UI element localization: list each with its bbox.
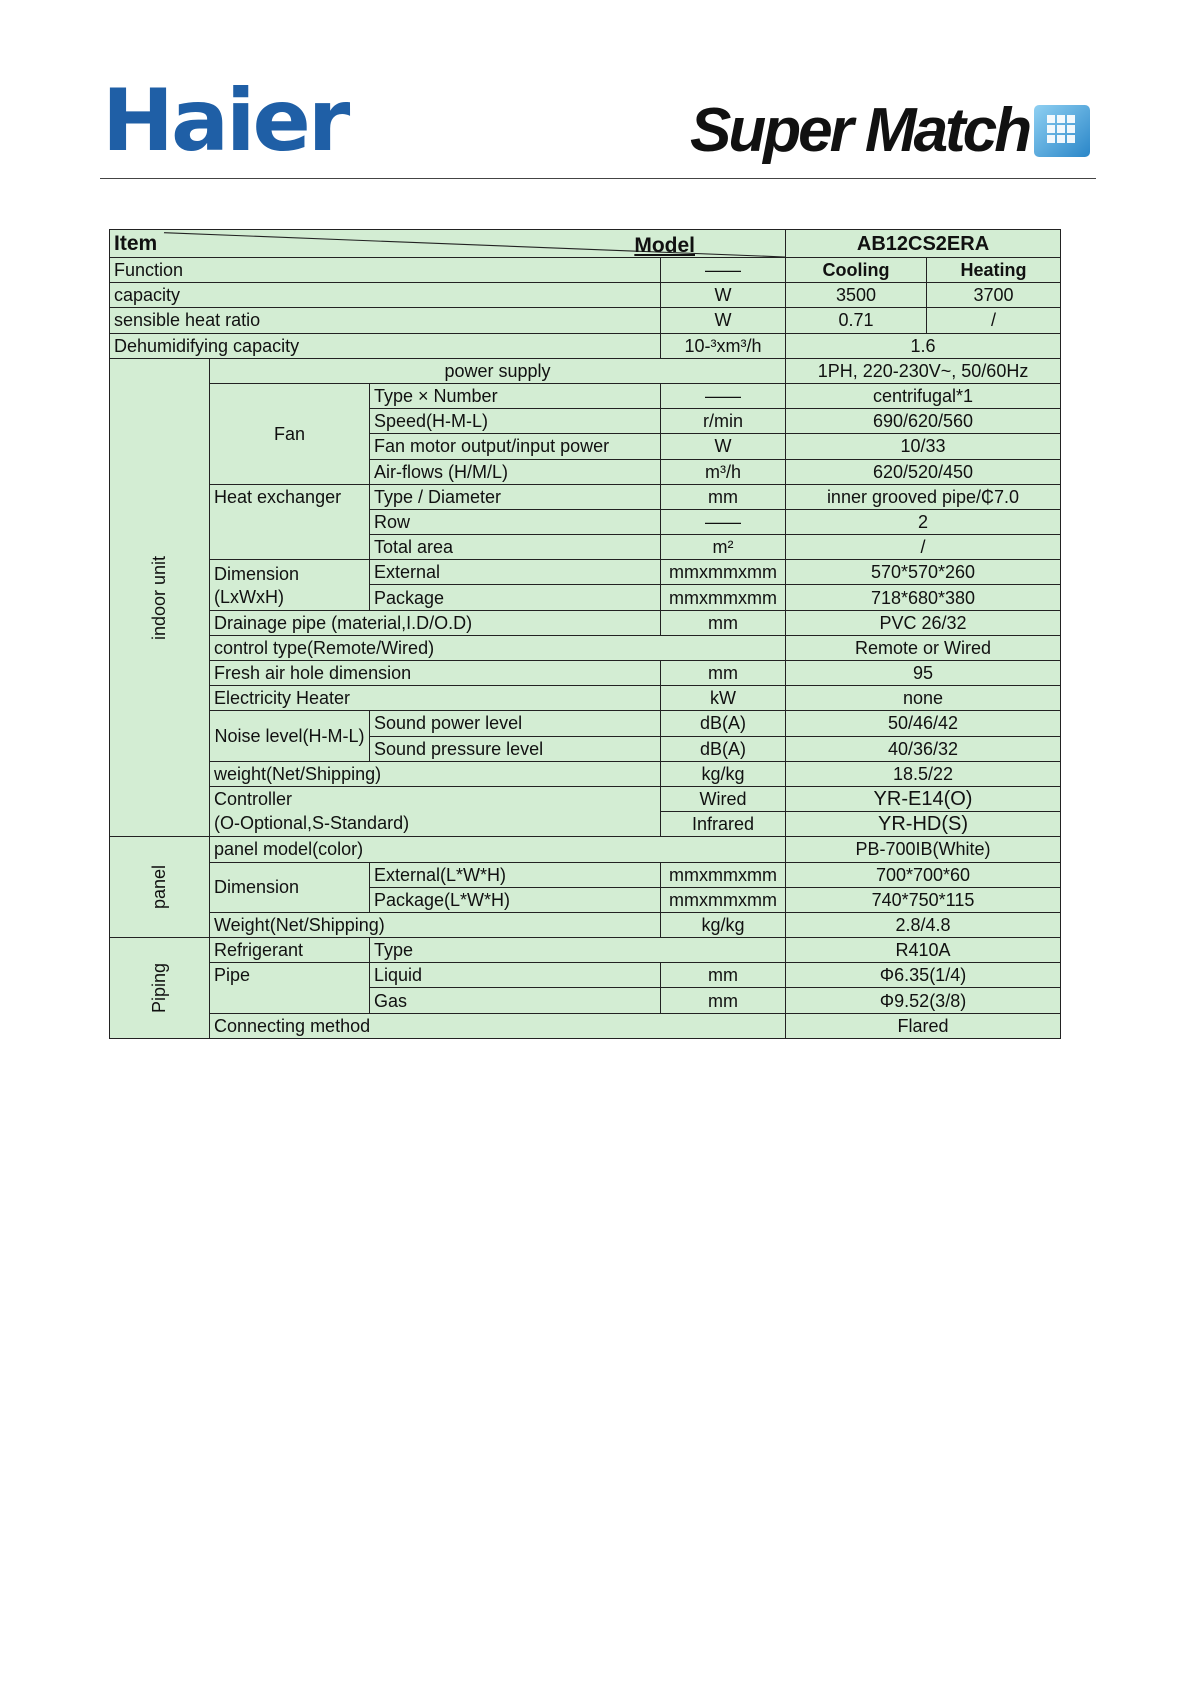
- row-value: 570*570*260: [786, 560, 1061, 585]
- table-row: [110, 686, 1061, 711]
- row-label: Dehumidifying capacity: [110, 333, 661, 358]
- heat-exchanger-label: Heat exchanger: [210, 484, 370, 560]
- row-label: Fresh air hole dimension: [210, 661, 661, 686]
- row-value: 690/620/560: [786, 409, 1061, 434]
- dimension-label: [210, 560, 370, 610]
- row-label: Sound power level: [370, 711, 661, 736]
- table-row: [110, 308, 1061, 333]
- row-value: /: [786, 535, 1061, 560]
- row-unit: ——: [661, 383, 786, 408]
- table-row: [110, 786, 1061, 811]
- table-row: [110, 635, 1061, 660]
- row-value: inner grooved pipe/₵7.0: [786, 484, 1061, 509]
- cooling-value: 0.71: [786, 308, 927, 333]
- row-value: 95: [786, 661, 1061, 686]
- row-label: External(L*W*H): [370, 862, 661, 887]
- row-value: centrifugal*1: [786, 383, 1061, 408]
- row-value: 718*680*380: [786, 585, 1061, 610]
- row-unit: r/min: [661, 409, 786, 434]
- panel-group-label: panel: [110, 837, 210, 938]
- row-value: 10/33: [786, 434, 1061, 459]
- row-value: 2: [786, 509, 1061, 534]
- row-unit: mmxmmxmm: [661, 887, 786, 912]
- table-row: [110, 484, 1061, 509]
- row-label: Liquid: [370, 963, 661, 988]
- row-value: none: [786, 686, 1061, 711]
- row-label: Type / Diameter: [370, 484, 661, 509]
- noise-level-label: Noise level(H-M-L): [210, 711, 370, 761]
- row-value: Flared: [786, 1013, 1061, 1038]
- item-label: Item: [114, 232, 158, 255]
- row-label: External: [370, 560, 661, 585]
- row-label: sensible heat ratio: [110, 308, 661, 333]
- row-label: Connecting method: [210, 1013, 786, 1038]
- header-divider: [100, 178, 1096, 179]
- row-label: Sound pressure level: [370, 736, 661, 761]
- table-row: [110, 862, 1061, 887]
- haier-logo: Haier: [102, 71, 348, 171]
- cube-grid-icon: [1033, 104, 1091, 158]
- table-row: [110, 560, 1061, 585]
- table-row: [110, 258, 1061, 283]
- row-label: Row: [370, 509, 661, 534]
- table-row: [110, 711, 1061, 736]
- row-value: 18.5/22: [786, 761, 1061, 786]
- heating-header: Heating: [927, 258, 1061, 283]
- row-unit: kg/kg: [661, 761, 786, 786]
- table-row: [110, 358, 1061, 383]
- table-row: [110, 610, 1061, 635]
- table-row: [110, 383, 1061, 408]
- row-label: Air-flows (H/M/L): [370, 459, 661, 484]
- controller-label-line1: Controller: [214, 789, 293, 810]
- row-value: 1PH, 220-230V~, 50/60Hz: [786, 358, 1061, 383]
- row-value: YR-E14(O): [786, 786, 1061, 811]
- row-unit: dB(A): [661, 711, 786, 736]
- row-unit: m²: [661, 535, 786, 560]
- cooling-value: 3500: [786, 283, 927, 308]
- table-row: [110, 912, 1061, 937]
- row-value: YR-HD(S): [786, 812, 1061, 837]
- row-value: 740*750*115: [786, 887, 1061, 912]
- table-row: [110, 761, 1061, 786]
- row-label: weight(Net/Shipping): [210, 761, 661, 786]
- row-label: Function: [110, 258, 661, 283]
- super-match-logo: [690, 96, 1091, 165]
- row-unit: mmxmmxmm: [661, 560, 786, 585]
- spec-table: [109, 229, 1061, 1039]
- table-row: [110, 1013, 1061, 1038]
- row-value: Remote or Wired: [786, 635, 1061, 660]
- row-label: Speed(H-M-L): [370, 409, 661, 434]
- row-value: R410A: [786, 938, 1061, 963]
- row-value: 40/36/32: [786, 736, 1061, 761]
- row-label: Package: [370, 585, 661, 610]
- row-unit: ——: [661, 509, 786, 534]
- row-label: Drainage pipe (material,I.D/O.D): [210, 610, 661, 635]
- row-unit: mm: [661, 661, 786, 686]
- row-value: 700*700*60: [786, 862, 1061, 887]
- row-unit: W: [661, 283, 786, 308]
- model-label: Model: [634, 234, 695, 257]
- model-value: AB12CS2ERA: [786, 230, 1061, 258]
- row-label: Electricity Heater: [210, 686, 661, 711]
- table-row: [110, 230, 1061, 258]
- table-row: [110, 333, 1061, 358]
- row-unit: m³/h: [661, 459, 786, 484]
- table-row: [110, 963, 1061, 988]
- row-unit: mm: [661, 610, 786, 635]
- table-row: [110, 661, 1061, 686]
- row-label: Refrigerant: [210, 938, 370, 963]
- row-unit: ——: [661, 258, 786, 283]
- dimension-label-line1: Dimension: [214, 564, 300, 585]
- row-label: Type × Number: [370, 383, 661, 408]
- fan-label: Fan: [210, 383, 370, 484]
- dimension-label-line2: (LxWxH): [214, 586, 284, 607]
- panel-dimension-label: Dimension: [210, 862, 370, 912]
- row-label: Package(L*W*H): [370, 887, 661, 912]
- row-value: PB-700IB(White): [786, 837, 1061, 862]
- row-value: 620/520/450: [786, 459, 1061, 484]
- row-value: 2.8/4.8: [786, 912, 1061, 937]
- row-label: Gas: [370, 988, 661, 1013]
- row-unit: mm: [661, 484, 786, 509]
- controller-label: [210, 786, 661, 836]
- piping-group-label: Piping: [110, 938, 210, 1039]
- table-row: [110, 283, 1061, 308]
- row-unit: Wired: [661, 786, 786, 811]
- row-unit: Infrared: [661, 812, 786, 837]
- cooling-header: Cooling: [786, 258, 927, 283]
- row-value: 1.6: [786, 333, 1061, 358]
- row-value: Φ9.52(3/8): [786, 988, 1061, 1013]
- heating-value: /: [927, 308, 1061, 333]
- row-label: Fan motor output/input power: [370, 434, 661, 459]
- row-label: panel model(color): [210, 837, 786, 862]
- heating-value: 3700: [927, 283, 1061, 308]
- row-label: Total area: [370, 535, 661, 560]
- indoor-unit-group-label: indoor unit: [110, 358, 210, 837]
- row-unit: mmxmmxmm: [661, 585, 786, 610]
- row-unit: mm: [661, 963, 786, 988]
- row-value: PVC 26/32: [786, 610, 1061, 635]
- row-unit: mmxmmxmm: [661, 862, 786, 887]
- pipe-label: Pipe: [210, 963, 370, 1013]
- row-unit: kg/kg: [661, 912, 786, 937]
- row-unit: dB(A): [661, 736, 786, 761]
- row-unit: 10-³xm³/h: [661, 333, 786, 358]
- controller-label-line2: (O-Optional,S-Standard): [214, 812, 410, 833]
- row-unit: mm: [661, 988, 786, 1013]
- row-label: Weight(Net/Shipping): [210, 912, 661, 937]
- row-value: Φ6.35(1/4): [786, 963, 1061, 988]
- row-label: power supply: [210, 358, 786, 383]
- super-match-wordmark: Super Match: [690, 96, 1030, 165]
- row-value: 50/46/42: [786, 711, 1061, 736]
- row-sublabel: Type: [370, 938, 786, 963]
- row-unit: W: [661, 434, 786, 459]
- item-model-header: [110, 230, 786, 258]
- row-label: control type(Remote/Wired): [210, 635, 786, 660]
- table-row: [110, 837, 1061, 862]
- row-unit: W: [661, 308, 786, 333]
- table-row: [110, 938, 1061, 963]
- row-unit: kW: [661, 686, 786, 711]
- row-label: capacity: [110, 283, 661, 308]
